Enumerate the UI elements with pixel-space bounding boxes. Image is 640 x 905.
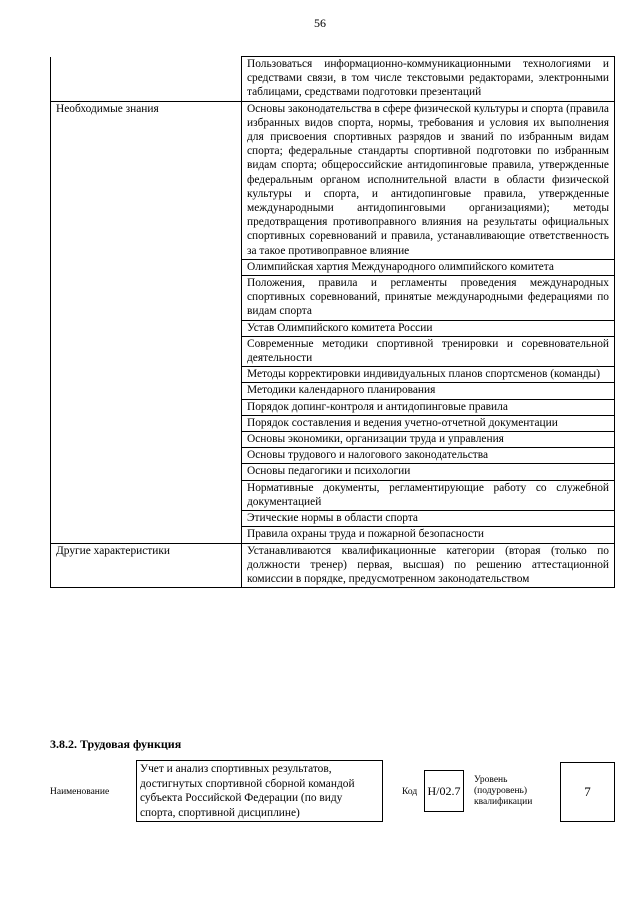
row-value: Основы педагогики и психологии (242, 464, 615, 480)
row-value: Порядок составления и ведения учетно-отчетной документации (242, 415, 615, 431)
level-label: Уровень (подуровень) квалификации (474, 775, 533, 807)
name-label: Наименование (50, 787, 110, 797)
row-value: Методики календарного планирования (242, 383, 615, 399)
function-name-box: Учет и анализ спортивных результатов, достигнутых спортивной сборной командой субъекта Российской Федерации (по виду спорта, спортивной дисциплине) (136, 760, 383, 822)
row-value: Этические нормы в области спорта (242, 511, 615, 527)
row-value: Положения, правила и регламенты проведения международных спортивных соревнований, принятые международными федерациями по видам спорта (242, 276, 615, 321)
row-value: Пользоваться информационно-коммуникационными технологиями и средствами связи, в том числе текстовыми редакторами, электронными таблицами, средствами подготовки презентаций (242, 57, 615, 102)
labor-function-row (50, 760, 615, 826)
row-label: Необходимые знания (51, 101, 242, 543)
row-value: Порядок допинг-контроля и антидопинговые правила (242, 399, 615, 415)
level-box: 7 (560, 762, 615, 822)
row-value: Методы корректировки индивидуальных планов спортсменов (команды) (242, 367, 615, 383)
row-label: Другие характеристики (51, 543, 242, 588)
row-value: Устав Олимпийского комитета России (242, 320, 615, 336)
table-row (51, 101, 615, 259)
row-value: Правила охраны труда и пожарной безопасности (242, 527, 615, 543)
row-value: Устанавливаются квалификационные категории (вторая (только по должности тренер) первая, высшая) по решению аттестационной комиссии в порядке, предусмотренном законодательством (242, 543, 615, 588)
page-number: 56 (314, 16, 326, 30)
row-value: Основы экономики, организации труда и управления (242, 432, 615, 448)
requirements-table (50, 56, 615, 588)
row-value: Олимпийская хартия Международного олимпийского комитета (242, 259, 615, 275)
table-row (51, 543, 615, 588)
row-value: Основы законодательства в сфере физической культуры и спорта (правила избранных видов спорта, нормы, требования и условия их выполнения для присвоения спортивных разрядов и званий по избранным видам спорта; федеральные стандарты спортивной подготовки по избранным видам спорта; общероссийские антидопинговые правила, утвержденные федеральным органом исполнительной власти в области физической культуры и спорта, и антидопинговые правила, утвержденные международными антидопинговыми организациями); методы предотвращения противоправного влияния на результаты официальных спортивных соревнований и правила, устанавливающие ответственность за такое противоправное влияние (242, 101, 615, 259)
row-value: Нормативные документы, регламентирующие работу со служебной документацией (242, 480, 615, 510)
row-value: Современные методики спортивной тренировки и соревновательной деятельности (242, 336, 615, 366)
table-row (51, 57, 615, 102)
code-box: Н/02.7 (424, 770, 464, 812)
code-label: Код (402, 787, 418, 797)
section-title: 3.8.2. Трудовая функция (50, 737, 182, 751)
row-label (51, 57, 242, 102)
row-value: Основы трудового и налогового законодательства (242, 448, 615, 464)
